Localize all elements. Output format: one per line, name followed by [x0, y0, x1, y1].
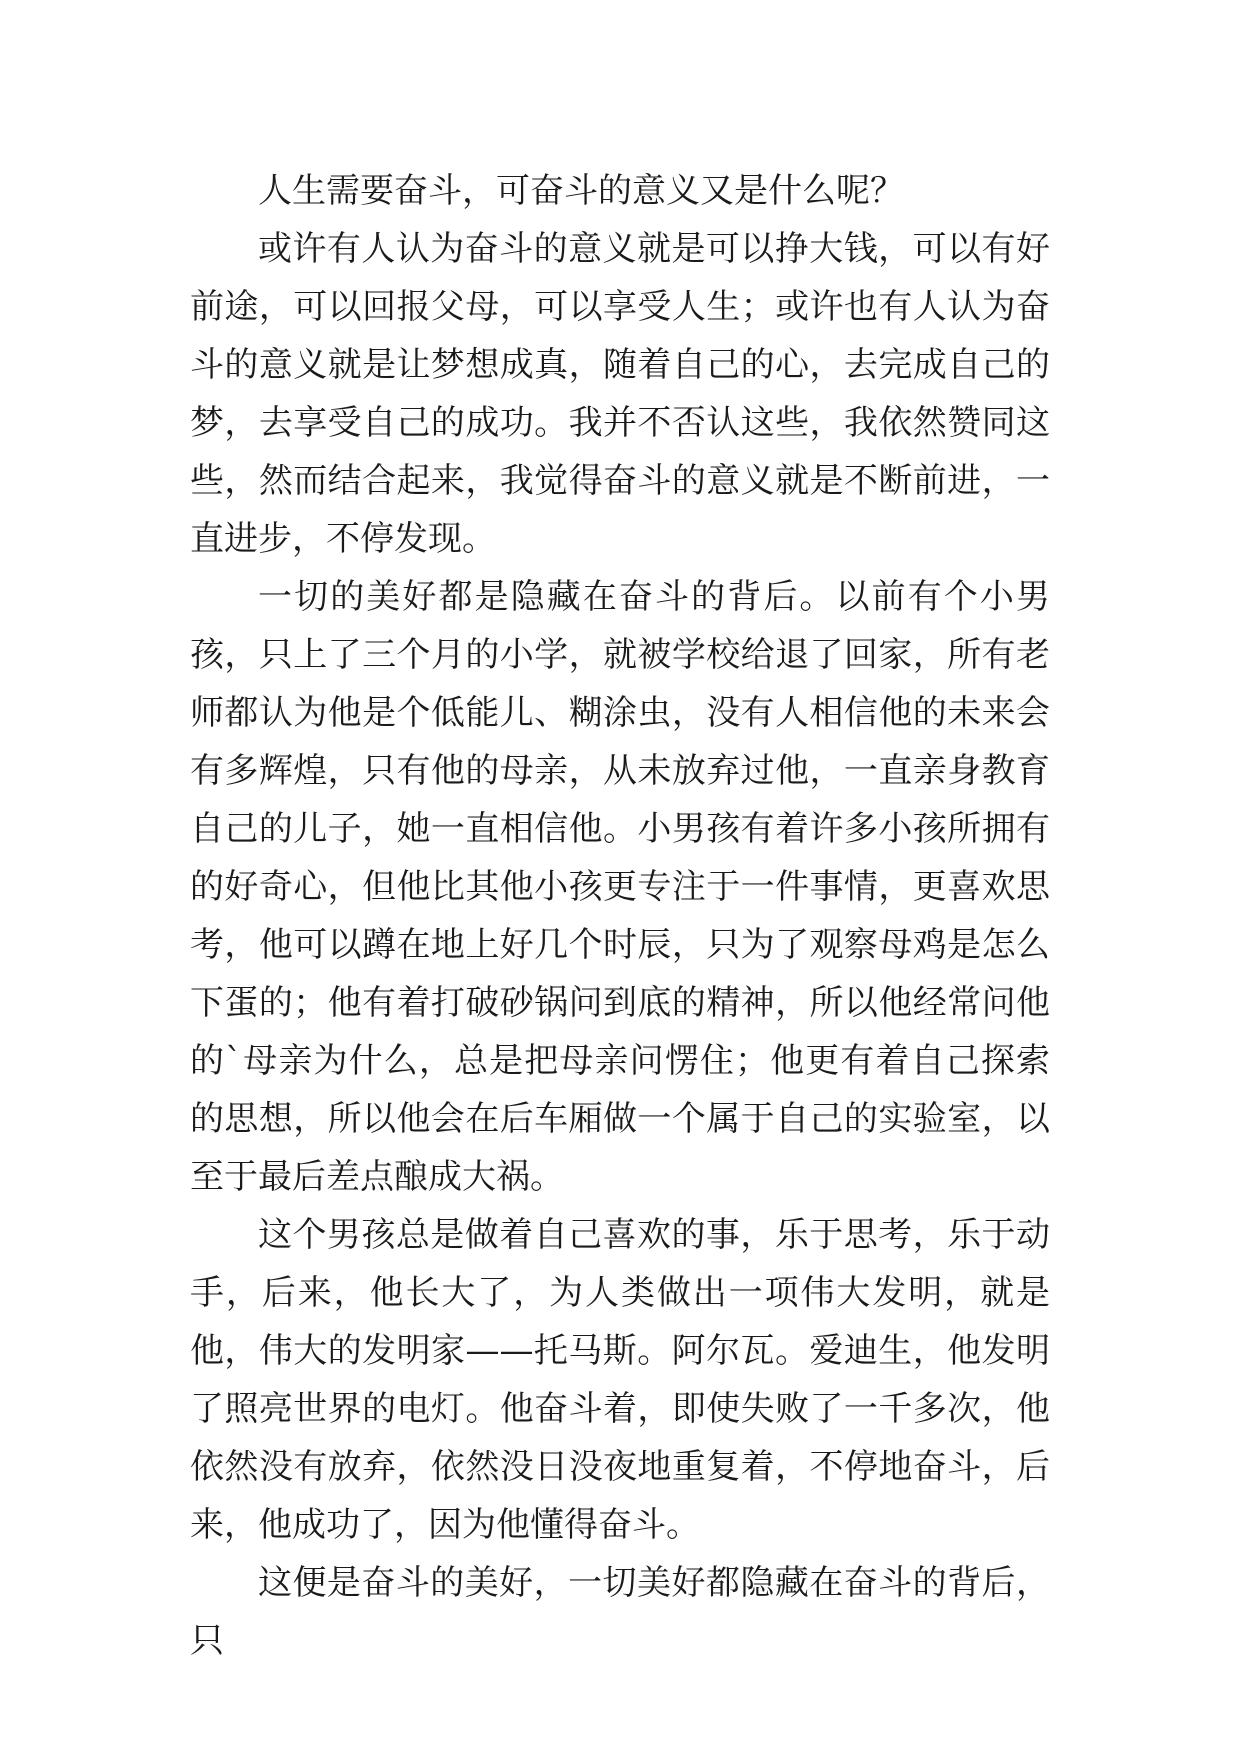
paragraph-1: 人生需要奋斗，可奋斗的意义又是什么呢？	[258, 171, 904, 211]
paragraph-4: 这个男孩总是做着自己喜欢的事，乐于思考，乐于动手，后来，他长大了，为人类做出一项伟大发明，就是他，伟大的发明家——托马斯。阿尔瓦。爱迪生，他发明了照亮世界的电灯。他奋斗着，即使失败了一千多次，他依然没有放弃，依然没日没夜地重复着，不停地奋斗，后来，他成功了，因为他懂得奋斗。	[190, 1215, 1050, 1545]
paragraph-3: 一切的美好都是隐藏在奋斗的背后。以前有个小男孩，只上了三个月的小学，就被学校给退了回家，所有老师都认为他是个低能儿、糊涂虫，没有人相信他的未来会有多辉煌，只有他的母亲，从未放弃过他，一直亲身教育自己的儿子，她一直相信他。小男孩有着许多小孩所拥有的好奇心，但他比其他小孩更专注于一件事情，更喜欢思考，他可以蹲在地上好几个时辰，只为了观察母鸡是怎么下蛋的；他有着打破砂锅问到底的精神，所以他经常问他的`母亲为什么，总是把母亲问愣住；他更有着自己探索的思想，所以他会在后车厢做一个属于自己的实验室，以至于最后差点酿成大祸。	[190, 577, 1050, 1197]
paragraph-5: 这便是奋斗的美好，一切美好都隐藏在奋斗的背后，只	[190, 1563, 1050, 1661]
essay-body	[190, 162, 1050, 1670]
paragraph-2: 或许有人认为奋斗的意义就是可以挣大钱，可以有好前途，可以回报父母，可以享受人生；或许也有人认为奋斗的意义就是让梦想成真，随着自己的心，去完成自己的梦，去享受自己的成功。我并不否认这些，我依然赞同这些，然而结合起来，我觉得奋斗的意义就是不断前进，一直进步，不停发现。	[190, 229, 1050, 559]
